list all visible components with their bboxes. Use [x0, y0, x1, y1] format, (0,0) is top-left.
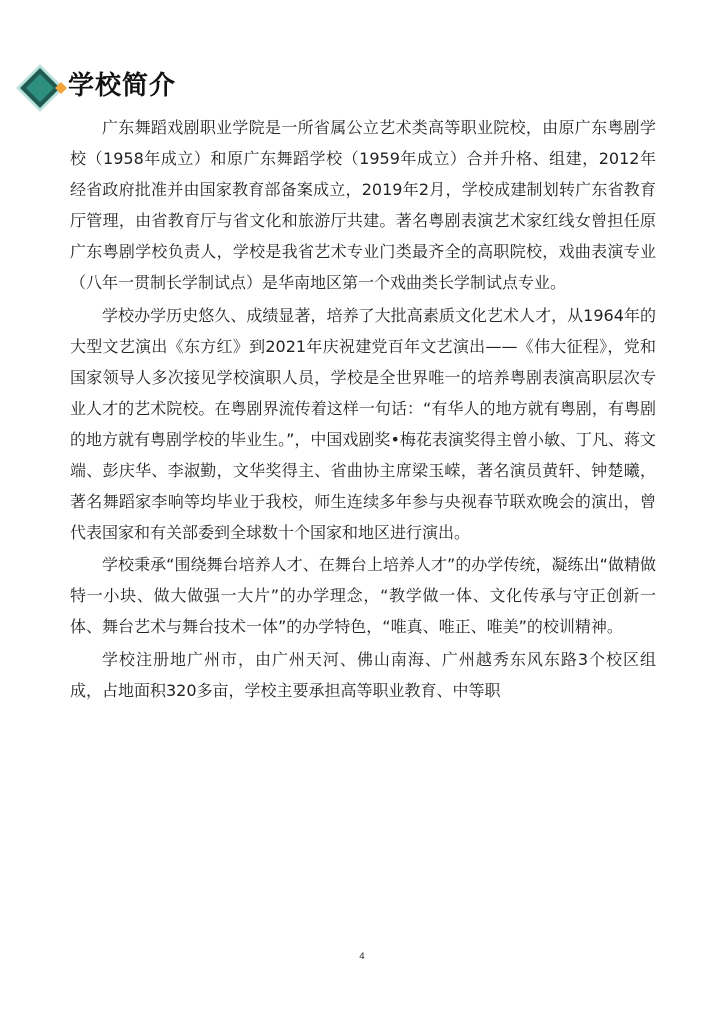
paragraph-campus: 学校注册地广州市，由广州天河、佛山南海、广州越秀东风东路3个校区组成，占地面积320多亩，学校主要承担高等职业教育、中等职	[70, 650, 656, 700]
paragraph-intro: 广东舞蹈戏剧职业学院是一所省属公立艺术类高等职业院校，由原广东粤剧学校（1958年成立）和原广东舞蹈学校（1959年成立）合并升格、组建，2012年经省政府批准并由国家教育部备案成立，2019年2月，学校成建制划转广东省教育厅管理，由省教育厅与省文化和旅游厅共建。著名粤剧表演艺术家红线女曾担任原广东粤剧学校负责人，学校是我省艺术专业门类最齐全的高职院校，戏曲表演专业（八年一贯制长学制试点）是华南地区第一个戏曲类长学制试点专业。	[70, 118, 656, 292]
paragraph-history: 学校办学历史悠久、成绩显著，培养了大批高素质文化艺术人才，从1964年的大型文艺演出《东方红》到2021年庆祝建党百年文艺演出——《伟大征程》，党和国家领导人多次接见学校演职人员，学校是全世界唯一的培养粤剧表演高职层次专业人才的艺术院校。在粤剧界流传着这样一句话：“有华人的地方就有粤剧，有粤剧的地方就有粤剧学校的毕业生。”，中国戏剧奖•梅花表演奖得主曾小敏、丁凡、蒋文端、彭庆华、李淑勤，文华奖得主、省曲协主席梁玉嵘，著名演员黄轩、钟楚曦，著名舞蹈家李响等均毕业于我校，师生连续多年参与央视春节联欢晚会的演出，曾代表国家和有关部委到全球数十个国家和地区进行演出。	[70, 306, 656, 542]
page-number: 4	[359, 952, 365, 962]
paragraph-philosophy: 学校秉承“围绕舞台培养人才、在舞台上培养人才”的办学传统，凝练出“做精做特一小块、做大做强一大片”的办学理念，“教学做一体、文化传承与守正创新一体、舞台艺术与舞台技术一体”的办学特色，“唯真、唯正、唯美”的校训精神。	[70, 555, 656, 636]
body-text	[70, 112, 656, 706]
section-title: 学校简介	[68, 71, 177, 101]
diamond-badge-icon	[14, 62, 74, 114]
